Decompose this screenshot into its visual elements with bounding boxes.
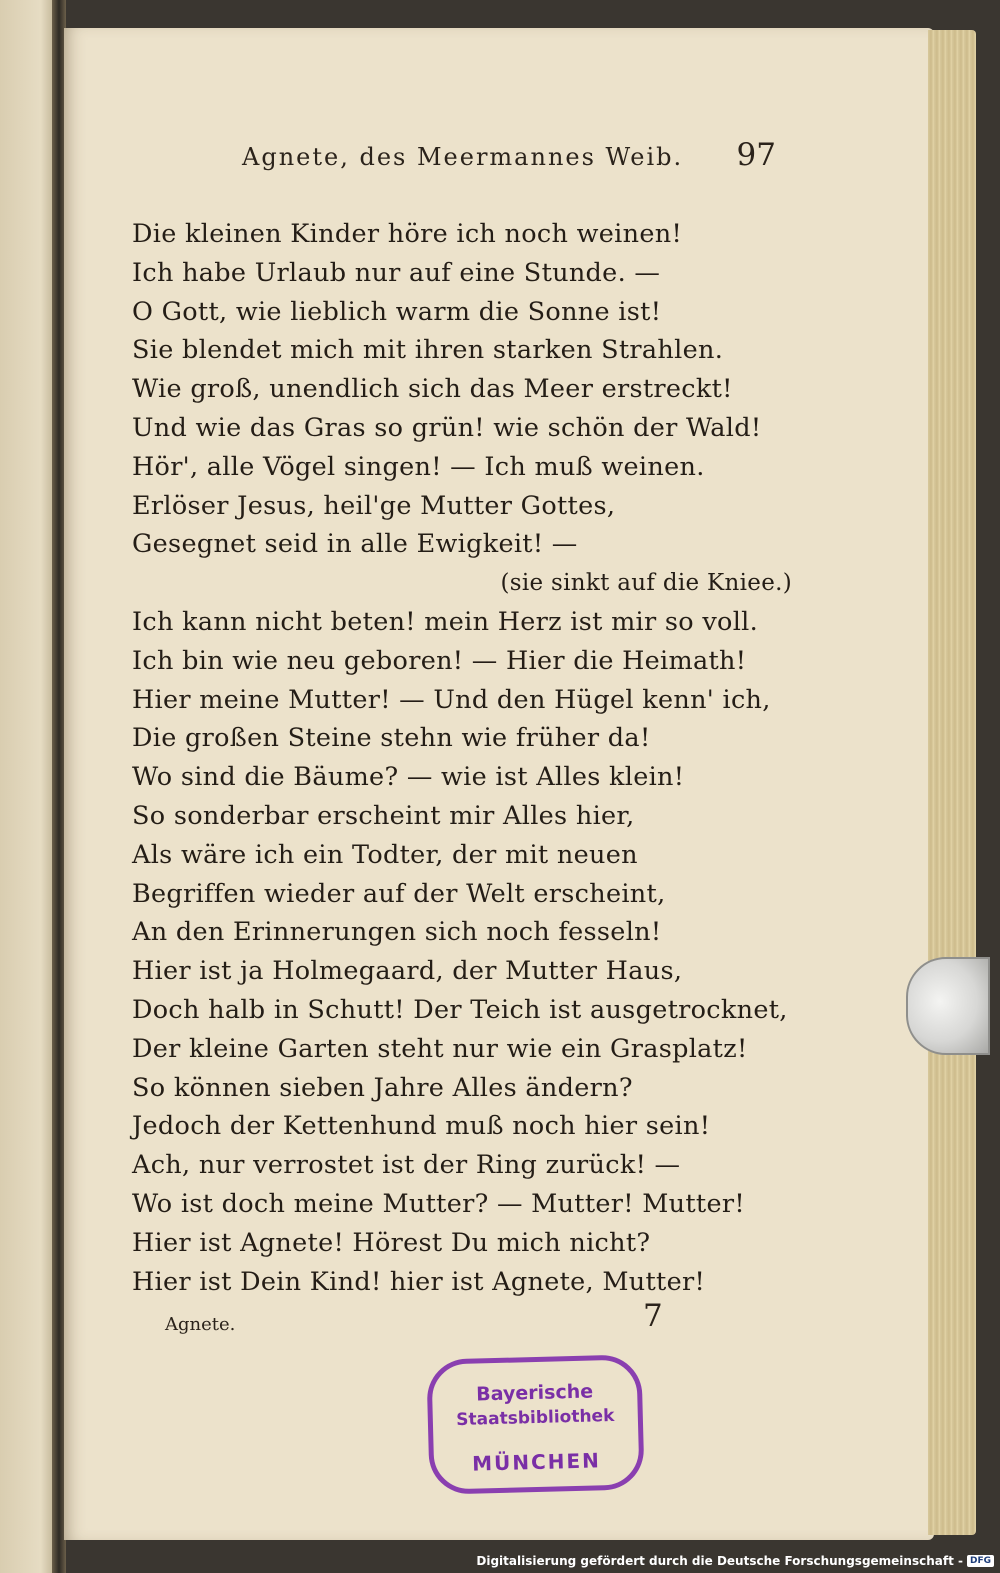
credit-text: Digitalisierung gefördert durch die Deutsche Forschungsgemeinschaft - (476, 1554, 963, 1568)
verse-line: So können sieben Jahre Alles ändern? (132, 1072, 633, 1103)
stamp-line: Staatsbibliothek (456, 1405, 615, 1431)
verse-line: Hör', alle Vögel singen! — Ich muß weinen. (132, 451, 705, 482)
stage-direction: (sie sinkt auf die Kniee.) (500, 570, 792, 597)
verse-line: Hier meine Mutter! — Und den Hügel kenn' ich, (132, 684, 771, 715)
digitization-credit (476, 1552, 994, 1570)
verse-line: Hier ist Dein Kind! hier ist Agnete, Mutter! (132, 1266, 706, 1297)
verse-line: Doch halb in Schutt! Der Teich ist ausgetrocknet, (132, 994, 788, 1025)
running-title: Agnete, des Meermannes Weib. (242, 143, 684, 171)
dfg-logo-icon: DFG (967, 1555, 994, 1567)
verse-line: Hier ist ja Holmegaard, der Mutter Haus, (132, 956, 683, 987)
sheet-number: 7 (643, 1298, 663, 1334)
facing-page-edge (0, 0, 58, 1573)
verse-line: Als wäre ich ein Todter, der mit neuen (132, 839, 638, 870)
stamp-line: MÜNCHEN (471, 1448, 602, 1476)
verse-line: Ach, nur verrostet ist der Ring zurück! — (132, 1150, 681, 1181)
verse-line: Gesegnet seid in alle Ewigkeit! — (132, 529, 578, 560)
verse-line: An den Erinnerungen sich noch fesseln! (132, 917, 662, 948)
stamp-line: Bayerische (475, 1380, 594, 1406)
verse-line: Begriffen wieder auf der Welt erscheint, (132, 878, 666, 909)
verse-line: Erlöser Jesus, heil'ge Mutter Gottes, (132, 490, 616, 521)
verse-line: Und wie das Gras so grün! wie schön der Wald! (132, 412, 762, 443)
verse-line: Jedoch der Kettenhund muß noch hier sein! (132, 1111, 711, 1142)
page-block-edges (928, 30, 976, 1535)
verse-line: Ich kann nicht beten! mein Herz ist mir so voll. (132, 606, 759, 637)
verse-line: O Gott, wie lieblich warm die Sonne ist! (132, 296, 662, 327)
verse-line: Wie groß, unendlich sich das Meer erstreckt! (132, 374, 733, 405)
page-number: 97 (736, 137, 776, 173)
verse-line: Ich bin wie neu geboren! — Hier die Heimath! (132, 645, 747, 676)
verse-line: Wo ist doch meine Mutter? — Mutter! Mutter! (132, 1188, 745, 1219)
library-stamp (426, 1354, 644, 1495)
verse-line: Die kleinen Kinder höre ich noch weinen! (132, 219, 683, 249)
verse-line: Sie blendet mich mit ihren starken Strahlen. (132, 335, 724, 366)
verse-block (132, 215, 792, 1301)
verse-line: Wo sind die Bäume? — wie ist Alles klein! (132, 762, 685, 793)
page-header (242, 137, 782, 183)
clip-bookmark (906, 957, 990, 1055)
verse-line: Der kleine Garten steht nur wie ein Grasplatz! (132, 1033, 748, 1064)
verse-line: Hier ist Agnete! Hörest Du mich nicht? (132, 1227, 651, 1258)
signature-mark: Agnete. (165, 1314, 236, 1335)
page-footer (165, 1298, 665, 1350)
verse-line: So sonderbar erscheint mir Alles hier, (132, 800, 635, 831)
verse-line: Ich habe Urlaub nur auf eine Stunde. — (132, 257, 661, 288)
verse-line: Die großen Steine stehn wie früher da! (132, 723, 651, 754)
